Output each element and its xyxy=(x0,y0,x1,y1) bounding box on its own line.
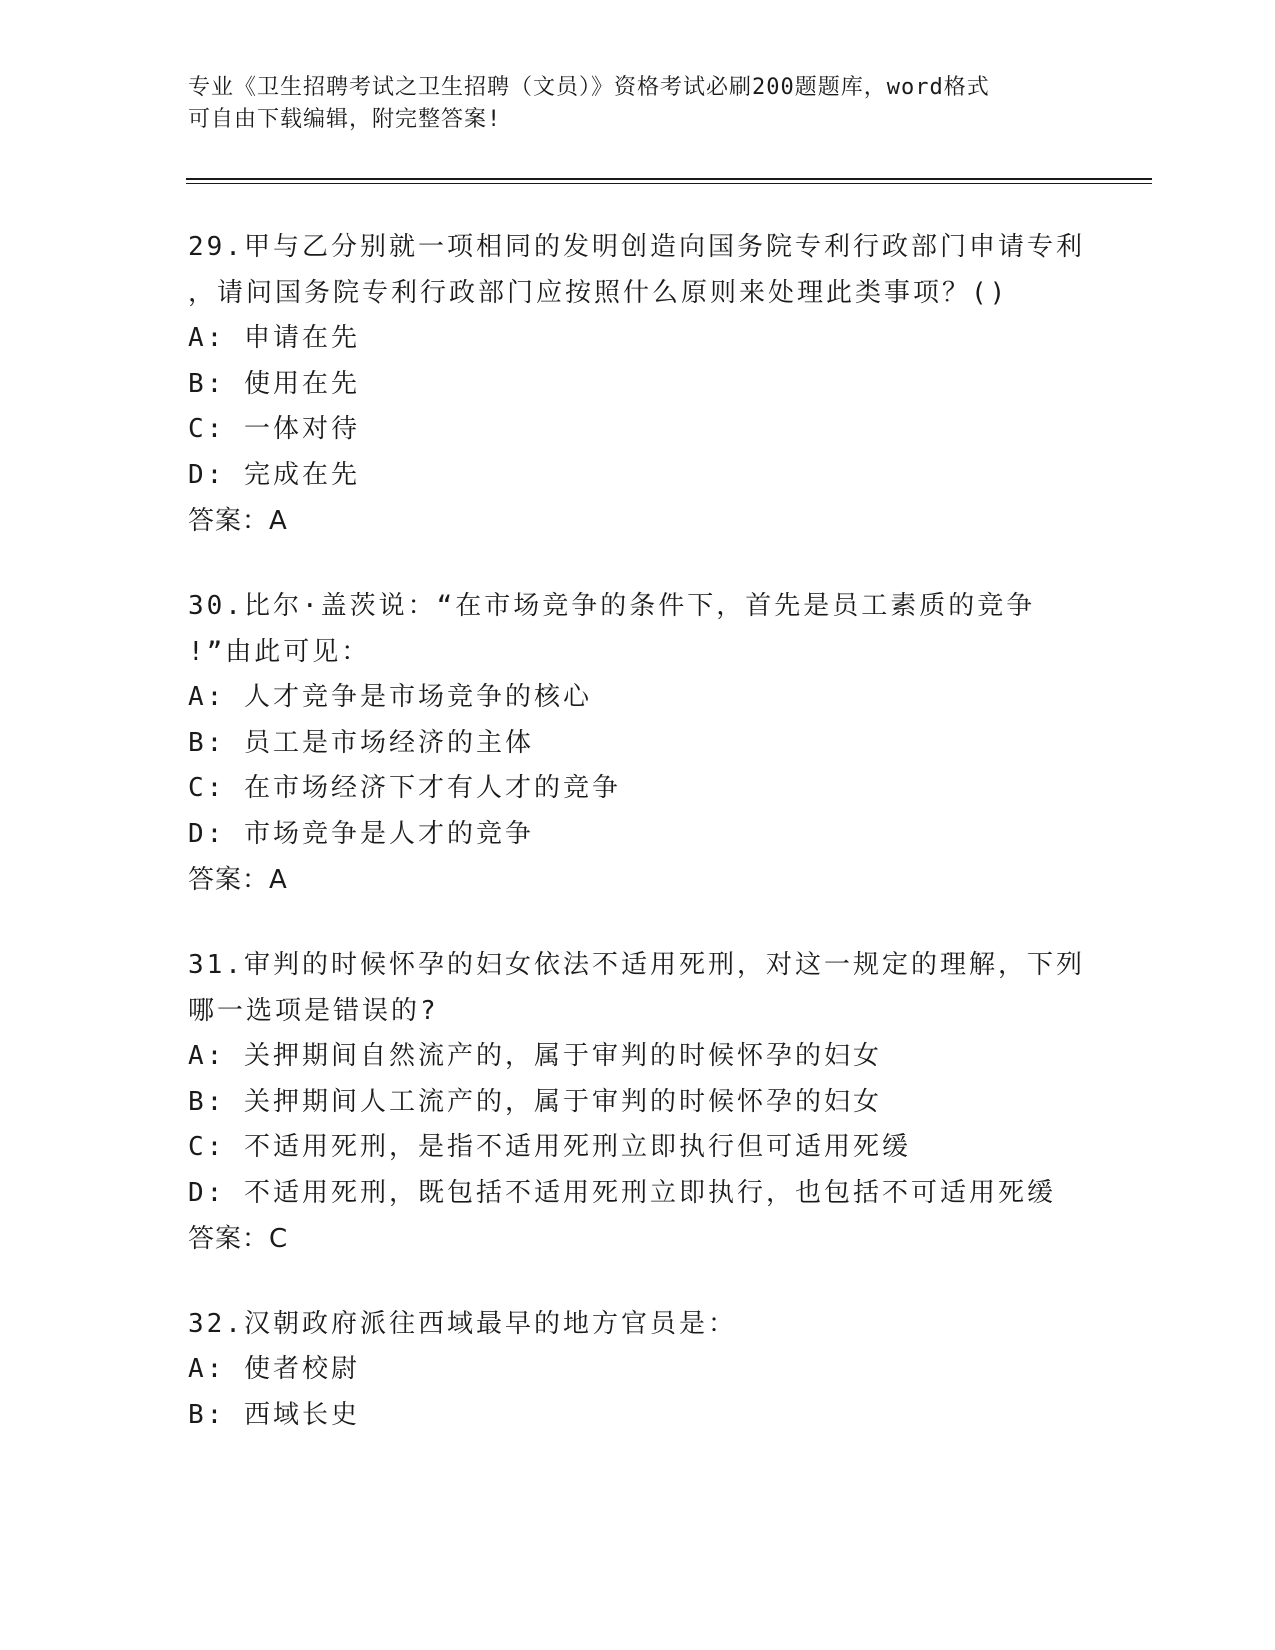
option-a: A: 申请在先 xyxy=(188,323,360,353)
option-a: A: 人才竞争是市场竞争的核心 xyxy=(188,682,592,712)
option-b: B: 使用在先 xyxy=(188,368,360,399)
question-stem-cont: !”由此可见： xyxy=(188,637,371,667)
option-b: B: 员工是市场经济的主体 xyxy=(188,727,534,758)
question-30 xyxy=(188,583,1088,903)
option-c: C: 不适用死刑，是指不适用死刑立即执行但可适用死缓 xyxy=(188,1132,911,1162)
header-divider xyxy=(186,178,1152,184)
question-stem-cont: 哪一选项是错误的? xyxy=(188,996,439,1026)
option-d: D: 完成在先 xyxy=(188,459,360,490)
document-header xyxy=(188,72,1088,136)
option-b: B: 西域长史 xyxy=(188,1399,360,1430)
option-d: D: 不适用死刑，既包括不适用死刑立即执行，也包括不可适用死缓 xyxy=(188,1177,1056,1208)
question-stem: 29.甲与乙分别就一项相同的发明创造向国务院专利行政部门申请专利 xyxy=(188,232,1085,262)
answer: 答案：C xyxy=(188,1224,289,1254)
answer: 答案：A xyxy=(188,506,288,536)
question-29 xyxy=(188,224,1088,544)
option-c: C: 在市场经济下才有人才的竞争 xyxy=(188,773,621,803)
header-line-2: 可自由下载编辑，附完整答案! xyxy=(188,107,502,132)
question-stem: 32.汉朝政府派往西域最早的地方官员是： xyxy=(188,1309,737,1339)
option-a: A: 使者校尉 xyxy=(188,1354,360,1384)
answer: 答案：A xyxy=(188,865,288,895)
option-d: D: 市场竞争是人才的竞争 xyxy=(188,818,534,849)
option-b: B: 关押期间人工流产的，属于审判的时候怀孕的妇女 xyxy=(188,1086,882,1117)
option-a: A: 关押期间自然流产的，属于审判的时候怀孕的妇女 xyxy=(188,1041,882,1071)
question-stem: 30.比尔·盖茨说：“在市场竞争的条件下，首先是员工素质的竞争 xyxy=(188,591,1036,621)
question-stem: 31.审判的时候怀孕的妇女依法不适用死刑，对这一规定的理解，下列 xyxy=(188,950,1085,980)
header-line-1: 专业《卫生招聘考试之卫生招聘（文员）》资格考试必刷200题题库，word格式 xyxy=(188,75,990,100)
question-31 xyxy=(188,942,1088,1262)
question-stem-cont: ，请问国务院专利行政部门应按照什么原则来处理此类事项？() xyxy=(188,278,1009,308)
question-32 xyxy=(188,1301,1088,1438)
option-c: C: 一体对待 xyxy=(188,414,360,444)
